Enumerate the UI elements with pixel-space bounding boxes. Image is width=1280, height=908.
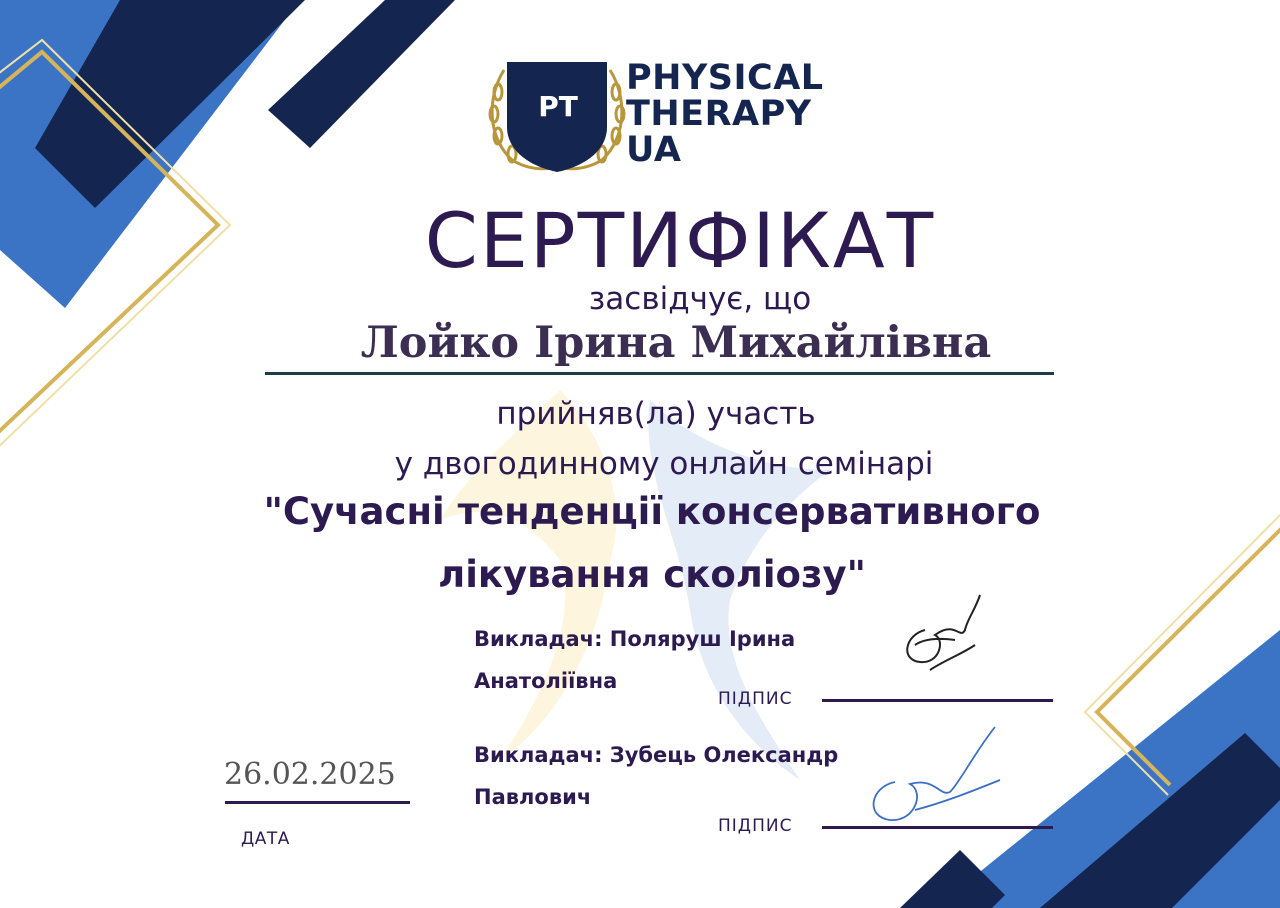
lecturer-2 — [474, 734, 838, 818]
course-title-line-2: лікування сколіозу" — [438, 553, 866, 596]
lecturer-2-line-2: Павлович — [474, 785, 592, 809]
logo-monogram: PT — [538, 90, 578, 123]
brand-line-3: UA — [626, 130, 682, 170]
brand-line-1: PHYSICAL — [626, 58, 824, 98]
date-label: ДАТА — [241, 829, 290, 849]
signature-line-1 — [822, 699, 1053, 702]
event-text: у двогодинному онлайн семінарі — [394, 446, 934, 482]
recipient-name: Лойко Ірина Михайлівна — [360, 318, 992, 368]
signature-2 — [855, 722, 1005, 832]
certificate-title: СЕРТИФІКАТ — [424, 196, 936, 285]
signature-label-1: ПІДПИС — [718, 689, 793, 709]
signature-label-2: ПІДПИС — [718, 816, 793, 836]
date-value: 26.02.2025 — [224, 757, 396, 792]
brand-name — [626, 60, 824, 168]
date-line — [225, 801, 410, 804]
course-title-line-1: "Сучасні тенденції консервативного — [263, 490, 1041, 533]
lecturer-1-line-2: Анатоліївна — [474, 669, 618, 693]
brand-line-2: THERAPY — [626, 94, 812, 134]
signature-1 — [895, 590, 985, 690]
participated-text: прийняв(ла) участь — [496, 396, 816, 432]
lecturer-1-line-1: Викладач: Поляруш Ірина — [474, 627, 796, 651]
lecturer-2-line-1: Викладач: Зубець Олександр — [474, 743, 839, 767]
certifies-text: засвідчує, що — [588, 281, 812, 317]
recipient-underline — [265, 372, 1054, 375]
top-left-navy-bar-2 — [268, 0, 455, 148]
